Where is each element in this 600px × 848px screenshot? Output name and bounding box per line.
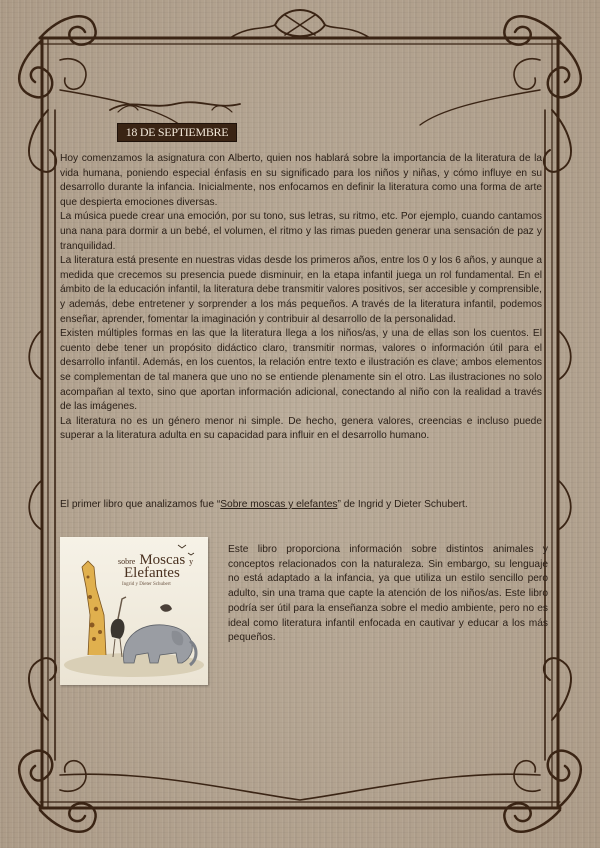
first-book-prefix: El primer libro que analizamos fue “: [60, 499, 221, 510]
paragraph-early-years: La literatura está presente en nuestras vidas desde los primeros años, entre los 0 y los 6 años, y aunque a medida que crecemos su presencia puede disminuir, en la etapa infantil juega un rol fundamental. En el ámbito de la educación infantil, la literatura debe transmitir valores positivos, ser accesible y comprensible, y además, debe entretener y sorprender a los más pequeños. A través de la literatura infantil, podemos enseñar, aprender, fomentar la imaginación y contribuir al desarrollo de la personalidad.: [60, 255, 542, 325]
book-description: Este libro proporciona información sobre distintos animales y conceptos relacionados con la naturaleza. Sin embargo, su lenguaje no está adaptado a la infancia, ya que utiliza un estilo sencillo pero adulto, sin una trama que capte la atención de los niños/as. Este libro podría ser útil para la enseñanza sobre el medio ambiente, pero no es ideal como literatura infantil enfocada en cautivar y educar a los más pequeños.: [228, 544, 548, 644]
cover-word-elefantes: Elefantes: [124, 565, 180, 581]
article-body: [60, 152, 542, 444]
book-title-link[interactable]: Sobre moscas y elefantes: [220, 499, 338, 510]
cover-word-moscas: Moscas: [139, 552, 186, 568]
cover-word-sobre: sobre: [118, 557, 136, 566]
paragraph-conclusion: La literatura no es un género menor ni simple. De hecho, genera valores, creencias e incluso puede superar a la literatura adulta en su capacidad para influir en el desarrollo humano.: [60, 415, 542, 442]
cover-word-y: y: [189, 557, 194, 566]
first-book-suffix: ” de Ingrid y Dieter Schubert.: [337, 499, 468, 510]
first-book-line: [60, 498, 542, 512]
date-banner: 18 DE SEPTIEMBRE: [117, 123, 237, 142]
paragraph-intro: Hoy comenzamos la asignatura con Alberto, quien nos hablará sobre la importancia de la literatura de la vida humana, poniendo especial énfasis en su significado para los niños y niñas, y cómo influye en su desarrollo durante la infancia. Inicialmente, nos enfocamos en definir la literatura como una forma de arte que despierta emociones diversas.: [60, 153, 542, 208]
paragraph-stories: Existen múltiples formas en las que la literatura llega a los niños/as, y una de ellas son los cuentos. El cuento debe tener un propósito didáctico claro, transmitir normas, valores o información útil para el desarrollo infantil. Además, en los cuentos, la relación entre texto e ilustración es clave; ambos elementos se complementan de tal manera que uno no se entiende plenamente sin el otro. Las ilustraciones no solo acompañan al texto, sino que aportan información adicional, conectando al niño con la realidad a través de las imágenes.: [60, 328, 542, 413]
cover-title: [118, 551, 208, 582]
paragraph-music: La música puede crear una emoción, por su tono, sus letras, su ritmo, etc. Por ejemplo, cuando cantamos una nana para dormir a un bebé, el volumen, el ritmo y las rimas pueden generar una sensación de paz y tranquilidad.: [60, 211, 542, 252]
cover-authors: Ingrid y Dieter Schubert: [122, 582, 171, 587]
book-cover-image: [60, 537, 208, 685]
